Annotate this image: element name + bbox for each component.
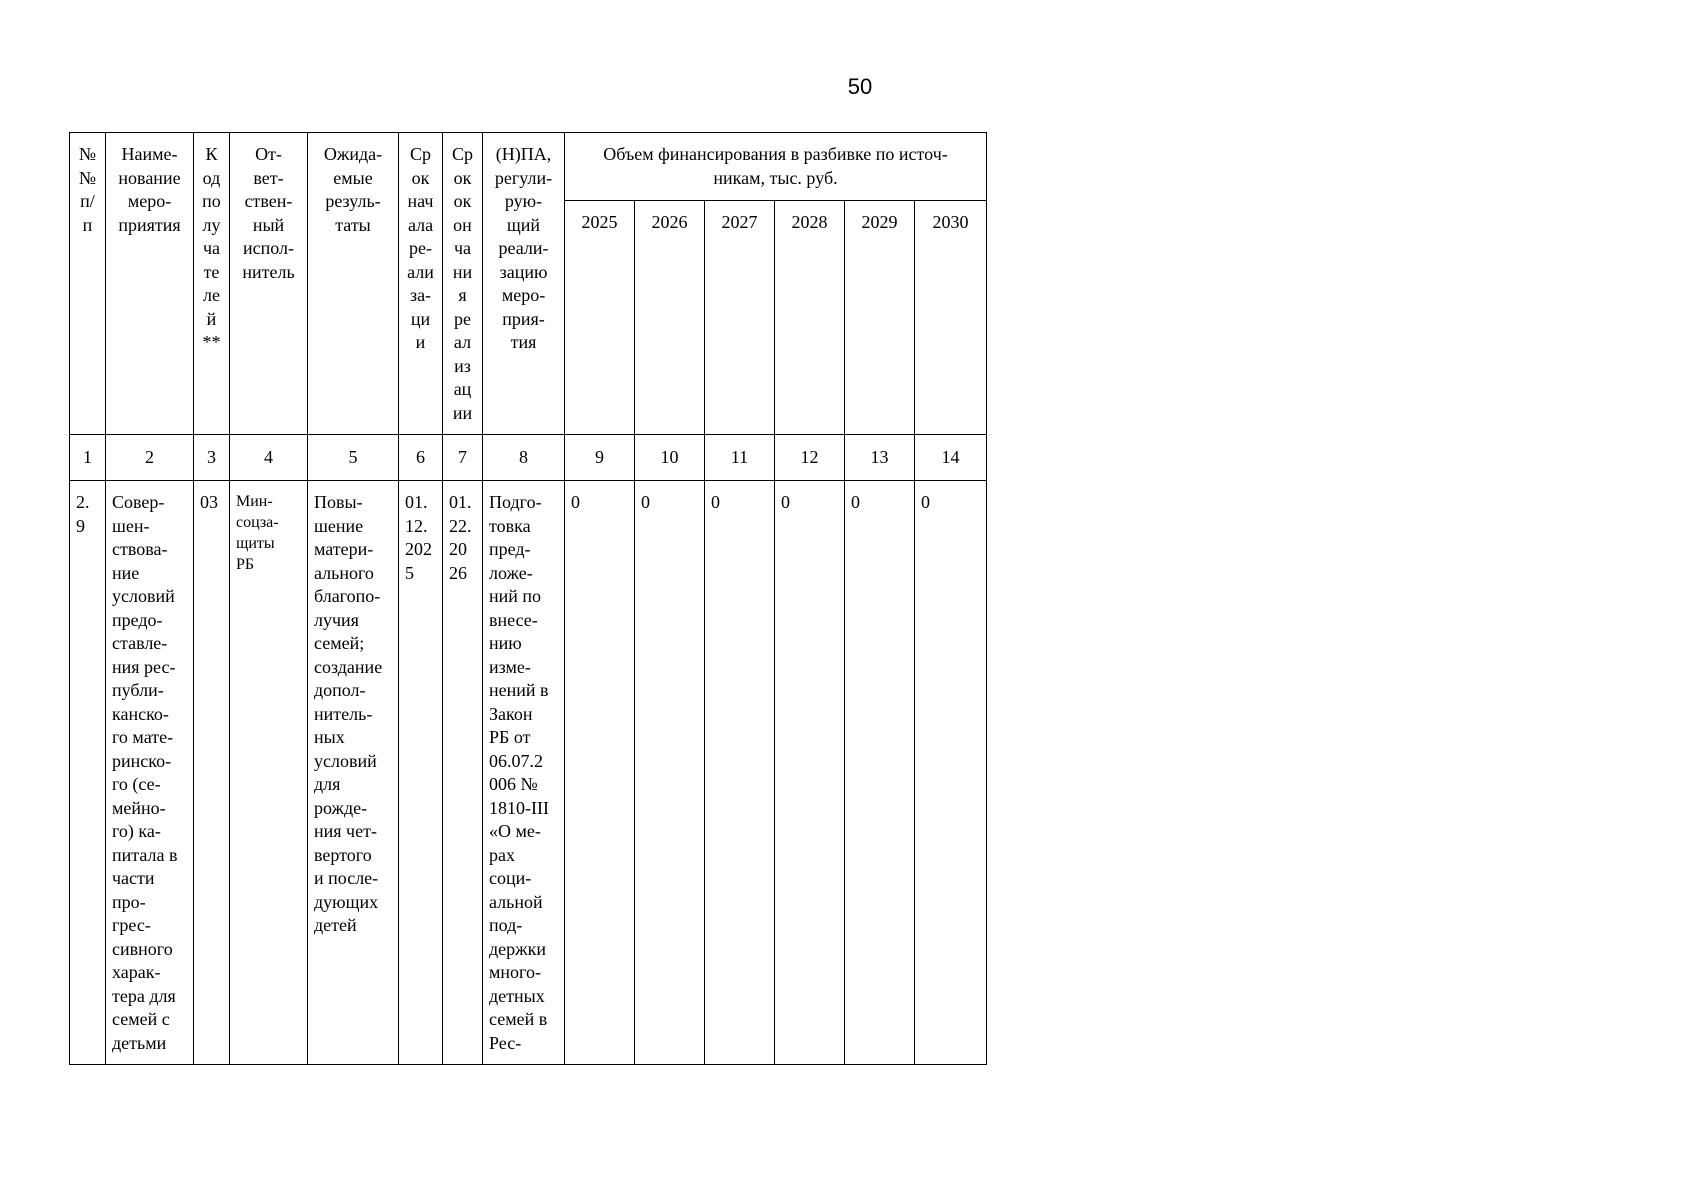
row-funding-2026: 0 [635, 481, 705, 1065]
header-number: № № п/ п [70, 133, 106, 435]
column-number: 14 [915, 435, 987, 481]
header-year: 2029 [845, 201, 915, 435]
header-row [70, 133, 987, 201]
header-name: Наиме- нование меро- приятия [106, 133, 194, 435]
column-number: 9 [565, 435, 635, 481]
table-row [70, 481, 987, 1065]
header-year: 2027 [705, 201, 775, 435]
column-number: 11 [705, 435, 775, 481]
row-funding-2029: 0 [845, 481, 915, 1065]
header-year: 2026 [635, 201, 705, 435]
column-number: 1 [70, 435, 106, 481]
column-number: 4 [230, 435, 308, 481]
row-funding-2025: 0 [565, 481, 635, 1065]
row-measure-name: Совер- шен- ствова- ние условий предо- ставле- ния рес- публи- канско- го мате- ринско- го (се- мейно- го) ка- питала в части про- грес- сивного харак- тера для семей с детьми [106, 481, 194, 1065]
column-number: 5 [308, 435, 399, 481]
row-end-date: 01. 22. 20 26 [443, 481, 483, 1065]
column-number: 13 [845, 435, 915, 481]
column-number: 12 [775, 435, 845, 481]
column-numbers-row [70, 435, 987, 481]
header-year: 2025 [565, 201, 635, 435]
funding-table [69, 132, 987, 1065]
header-expected-results: Ожида- емые резуль- таты [308, 133, 399, 435]
row-expected-results: Повы- шение матери- ального благопо- лучия семей; создание допол- нитель- ных условий для рожде- ния чет- вертого и после- дующих детей [308, 481, 399, 1065]
column-number: 10 [635, 435, 705, 481]
row-npa: Подго- товка пред- ложе- ний по внесе- нию изме- нений в Закон РБ от 06.07.2 006 № 1810-III «О ме- рах соци- альной под- держки много- детных семей в Рес- [483, 481, 565, 1065]
header-end-date: Ср ок ок он ча ни я ре ал из ац ии [443, 133, 483, 435]
header-executor: От- вет- ствен- ный испол- нитель [230, 133, 308, 435]
header-year: 2030 [915, 201, 987, 435]
column-number: 7 [443, 435, 483, 481]
row-funding-2030: 0 [915, 481, 987, 1065]
row-start-date: 01. 12. 202 5 [399, 481, 443, 1065]
column-number: 8 [483, 435, 565, 481]
row-funding-2028: 0 [775, 481, 845, 1065]
header-start-date: Ср ок нач ала ре- али за- ци и [399, 133, 443, 435]
header-year: 2028 [775, 201, 845, 435]
header-funding-title: Объем финансирования в разбивке по источ- никам, тыс. руб. [565, 133, 987, 201]
header-recipient-code: К од по лу ча те ле й ** [194, 133, 230, 435]
page-number: 50 [847, 74, 873, 99]
column-number: 6 [399, 435, 443, 481]
row-recipient-code: 03 [194, 481, 230, 1065]
header-npa: (Н)ПА, регули- рую- щий реали- зацию меро- прия- тия [483, 133, 565, 435]
row-executor: Мин- соцза- щиты РБ [230, 481, 308, 1065]
column-number: 2 [106, 435, 194, 481]
column-number: 3 [194, 435, 230, 481]
row-number: 2. 9 [70, 481, 106, 1065]
row-funding-2027: 0 [705, 481, 775, 1065]
